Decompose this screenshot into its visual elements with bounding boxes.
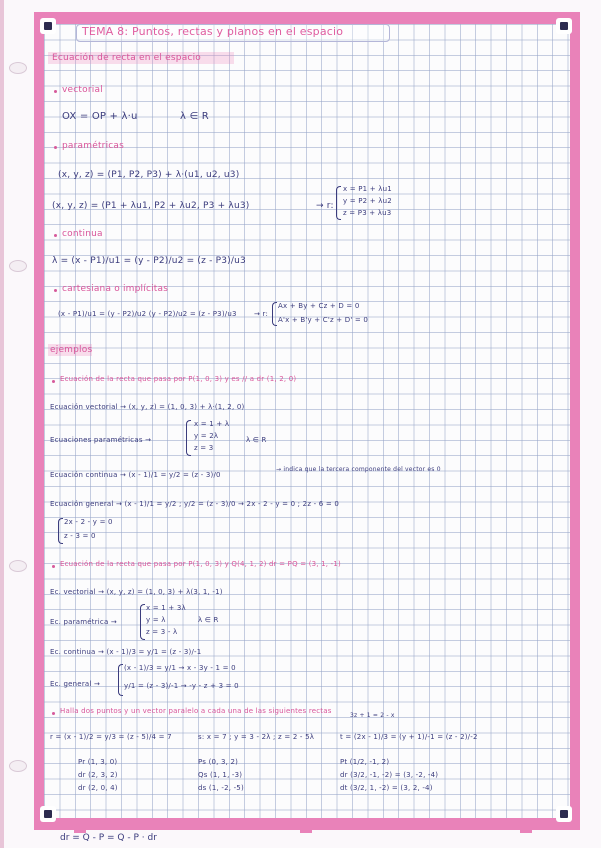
example-2-statement: Ecuación de la recta que pasa por P(1, 0, 3) y Q(4, 1, 2) dr = PQ = (3, 1, -1) [60,560,341,568]
bullet-icon [52,565,55,568]
e2-gen-2: y/1 = (z - 3)/-1 → -y - z + 3 = 0 [124,682,239,690]
example-3-t: t = (2x - 1)/3 = (y + 1)/-1 = (z - 2)/-2 [340,733,478,741]
label-vectorial: vectorial [62,85,103,95]
binder-hole [9,760,27,772]
label-general: cartesiana o implícitas [62,284,169,294]
binder-hole [9,62,27,74]
general-r: → r: [254,310,269,318]
label-continua: continua [62,229,103,239]
example-2-general: Ec. general → [50,680,101,688]
parametric-r: → r: [316,201,334,211]
example-3-statement: Halla dos puntos y un vector paralelo a cada una de las siguientes rectas [60,707,332,715]
general-left: (x - P1)/u1 = (y - P2)/u2 (y - P2)/u2 = (z - P3)/u3 [58,310,237,318]
e1-gen-1: 2x - 2 - y = 0 [64,518,113,526]
e3-r-dr: dr (2, 3, 2) [78,771,118,779]
bullet-icon [54,234,57,237]
example-3-s: s: x = 7 ; y = 3 - 2λ ; z = 2 - 5λ [198,733,315,741]
brace [336,186,341,220]
e1-param-2: y = 2λ [194,432,219,440]
lambda-real: λ ∈ R [180,111,209,122]
border-tab [520,14,532,23]
parametric-eq-2: (x, y, z) = (P1 + λu1, P2 + λu2, P3 + λu3) [52,201,250,211]
binder-hole [9,560,27,572]
label-parametricas: paramétricas [62,141,125,151]
e3-s-p: Ps (0, 3, 2) [198,758,239,766]
bullet-icon [54,289,57,292]
example-1-continua-note: → indica que la tercera componente del vector es 0 [276,466,441,473]
example-2-parametric: Ec. paramétrica → [50,618,117,626]
e3-s-d: ds (1, -2, -5) [198,784,244,792]
brace [118,664,123,696]
e1-gen-2: z - 3 = 0 [64,532,96,540]
brace [272,302,277,326]
example-1-vectorial: Ecuación vectorial → (x, y, z) = (1, 0, 3) + λ·(1, 2, 0) [50,403,245,411]
e2-param-1: x = 1 + 3λ [146,604,186,612]
bullet-icon [54,146,57,149]
param-sys-1: x = P1 + λu1 [343,185,392,193]
border-tab [520,824,532,833]
section-heading: Ecuación de recta en el espacio [52,53,201,63]
e3-t-dr: dr (3/2, -1, -2) = (3, -2, -4) [340,771,439,779]
e1-lambda: λ ∈ R [246,436,267,444]
vectorial-equation: OX = OP + λ·u [62,111,138,122]
example-3-r: r = (x - 1)/2 = y/3 = (z - 5)/4 = 7 [50,733,172,741]
e3-r-p: Pr (1, 3, 0) [78,758,118,766]
example-1-statement: Ecuación de la recta que pasa por P(1, 0, 3) y es // a dr (1, 2, 0) [60,375,297,383]
e3-r-dr2: dr (2, 0, 4) [78,784,118,792]
example-1-general: Ecuación general → (x - 1)/1 = y/2 ; y/2 = (z - 3)/0 → 2x - 2 - y = 0 ; 2z - 6 = 0 [50,500,339,508]
general-sys-2: A'x + B'y + C'z + D' = 0 [278,316,369,324]
example-1-parametric: Ecuaciones paramétricas → [50,436,152,444]
e2-param-2: y = λ [146,616,166,624]
e3-t-p: Pt (1/2, -1, 2) [340,758,390,766]
e2-param-3: z = 3 - λ [146,628,178,636]
brace [58,518,63,544]
bullet-icon [52,712,55,715]
e2-lambda: λ ∈ R [198,616,219,624]
e1-param-1: x = 1 + λ [194,420,230,428]
parametric-eq-1: (x, y, z) = (P1, P2, P3) + λ·(u1, u2, u3) [58,170,240,180]
brace [186,420,191,456]
border-tab [300,824,312,833]
border-tab [300,14,312,23]
example-2-continua: Ec. continua → (x - 1)/3 = y/1 = (z - 3)/-1 [50,648,202,656]
corner-mark-icon [556,18,572,34]
e3-s-q: Qs (1, 1, -3) [198,771,243,779]
param-sys-2: y = P2 + λu2 [343,197,392,205]
example-3-extra: 3z + 1 = 2 - x [350,712,395,719]
border-tab [74,824,86,833]
border-tab [74,14,86,23]
ejemplos-heading: ejemplos [50,345,93,355]
e1-param-3: z = 3 [194,444,214,452]
example-2-vectorial: Ec. vectorial → (x, y, z) = (1, 0, 3) + λ(3, 1, -1) [50,588,223,596]
general-sys-1: Ax + By + Cz + D = 0 [278,302,360,310]
bullet-icon [52,380,55,383]
binder-hole [9,260,27,272]
bullet-icon [54,90,57,93]
example-1-continua: Ecuación continua → (x - 1)/1 = y/2 = (z - 3)/0 [50,471,221,479]
param-sys-3: z = P3 + λu3 [343,209,392,217]
corner-mark-icon [556,806,572,822]
corner-mark-icon [40,18,56,34]
page-title: TEMA 8: Puntos, rectas y planos en el espacio [82,25,344,38]
brace [140,604,145,640]
e3-t-dt: dt (3/2, 1, -2) = (3, 2, -4) [340,784,433,792]
continua-equation: λ = (x - P1)/u1 = (y - P2)/u2 = (z - P3)/u3 [52,256,246,266]
corner-mark-icon [40,806,56,822]
footer-note: dr = Q - P = Q - P · dr [60,833,157,843]
e2-gen-1: (x - 1)/3 = y/1 → x - 3y - 1 = 0 [124,664,236,672]
